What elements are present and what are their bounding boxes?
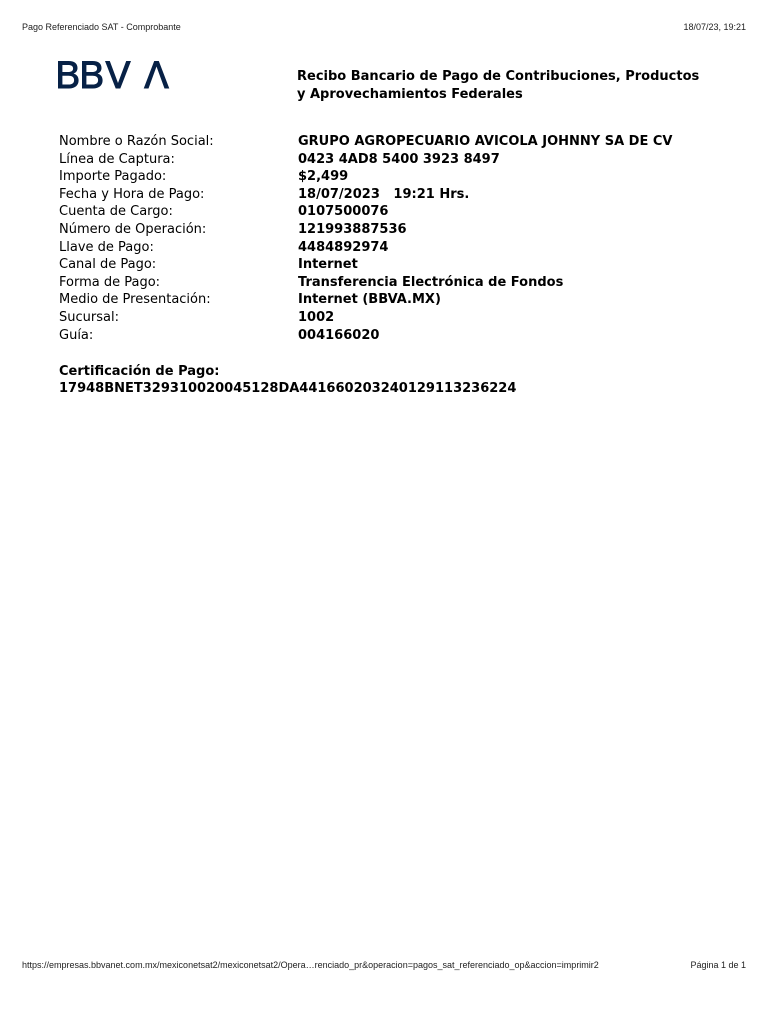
field-label: Fecha y Hora de Pago: — [59, 186, 205, 202]
field-label: Cuenta de Cargo: — [59, 204, 173, 220]
field-label: Número de Operación: — [59, 221, 207, 237]
field-row-sucursal — [59, 309, 739, 327]
bbva-logo — [58, 58, 172, 94]
field-row-numero-operacion — [59, 221, 739, 239]
field-row-llave-pago — [59, 239, 739, 257]
field-row-cuenta-cargo — [59, 203, 739, 221]
field-value: Transferencia Electrónica de Fondos — [298, 274, 564, 290]
field-row-fecha-hora — [59, 186, 739, 204]
field-label: Canal de Pago: — [59, 257, 157, 273]
certification-label: Certificación de Pago: — [59, 364, 220, 379]
field-label: Línea de Captura: — [59, 151, 175, 167]
field-value: 004166020 — [298, 327, 380, 343]
print-header-datetime: 18/07/23, 19:21 — [683, 22, 746, 32]
field-label: Nombre o Razón Social: — [59, 134, 214, 149]
field-row-linea-captura — [59, 151, 739, 169]
field-row-canal-pago — [59, 256, 739, 274]
field-label: Llave de Pago: — [59, 239, 154, 255]
field-value: 4484892974 — [298, 239, 389, 255]
print-header-title: Pago Referenciado SAT - Comprobante — [22, 22, 181, 32]
field-label: Sucursal: — [59, 309, 119, 325]
field-label: Guía: — [59, 327, 94, 343]
field-label: Medio de Presentación: — [59, 292, 211, 308]
field-value: 0423 4AD8 5400 3923 8497 — [298, 151, 500, 167]
field-value: Internet (BBVA.MX) — [298, 292, 441, 308]
print-header — [22, 22, 746, 34]
field-value: 18/07/2023 19:21 Hrs. — [298, 186, 470, 202]
bbva-logo-text — [58, 94, 59, 95]
field-value: 1002 — [298, 309, 335, 325]
document-title-line1: Recibo Bancario de Pago de Contribuciones, Productos — [297, 69, 700, 84]
print-footer-url: https://empresas.bbvanet.com.mx/mexiconetsat2/mexiconetsat2/Opera…renciado_pr&operacion=pagos_sat_referenciado_op&accion=imprimir2 — [22, 960, 599, 970]
print-footer — [22, 960, 746, 972]
payment-details — [59, 133, 739, 344]
payment-certification — [59, 363, 516, 397]
field-value: 121993887536 — [298, 221, 407, 237]
field-row-importe — [59, 168, 739, 186]
field-value: Internet — [298, 257, 358, 273]
field-value: $2,499 — [298, 169, 349, 185]
field-row-razon-social — [59, 133, 739, 151]
field-row-medio-presentacion — [59, 291, 739, 309]
bbva-logo-image — [58, 58, 172, 94]
field-row-forma-pago — [59, 274, 739, 292]
field-row-guia — [59, 327, 739, 345]
field-value: GRUPO AGROPECUARIO AVICOLA JOHNNY SA DE CV — [298, 134, 673, 149]
document-title — [297, 68, 737, 103]
print-footer-page: Página 1 de 1 — [690, 960, 746, 970]
field-label: Importe Pagado: — [59, 169, 167, 185]
field-label: Forma de Pago: — [59, 274, 161, 290]
certification-value: 17948BNET329310020045128DA441660203240129113236224 — [59, 381, 517, 396]
document-title-line2: y Aprovechamientos Federales — [297, 86, 523, 102]
field-value: 0107500076 — [298, 204, 389, 220]
